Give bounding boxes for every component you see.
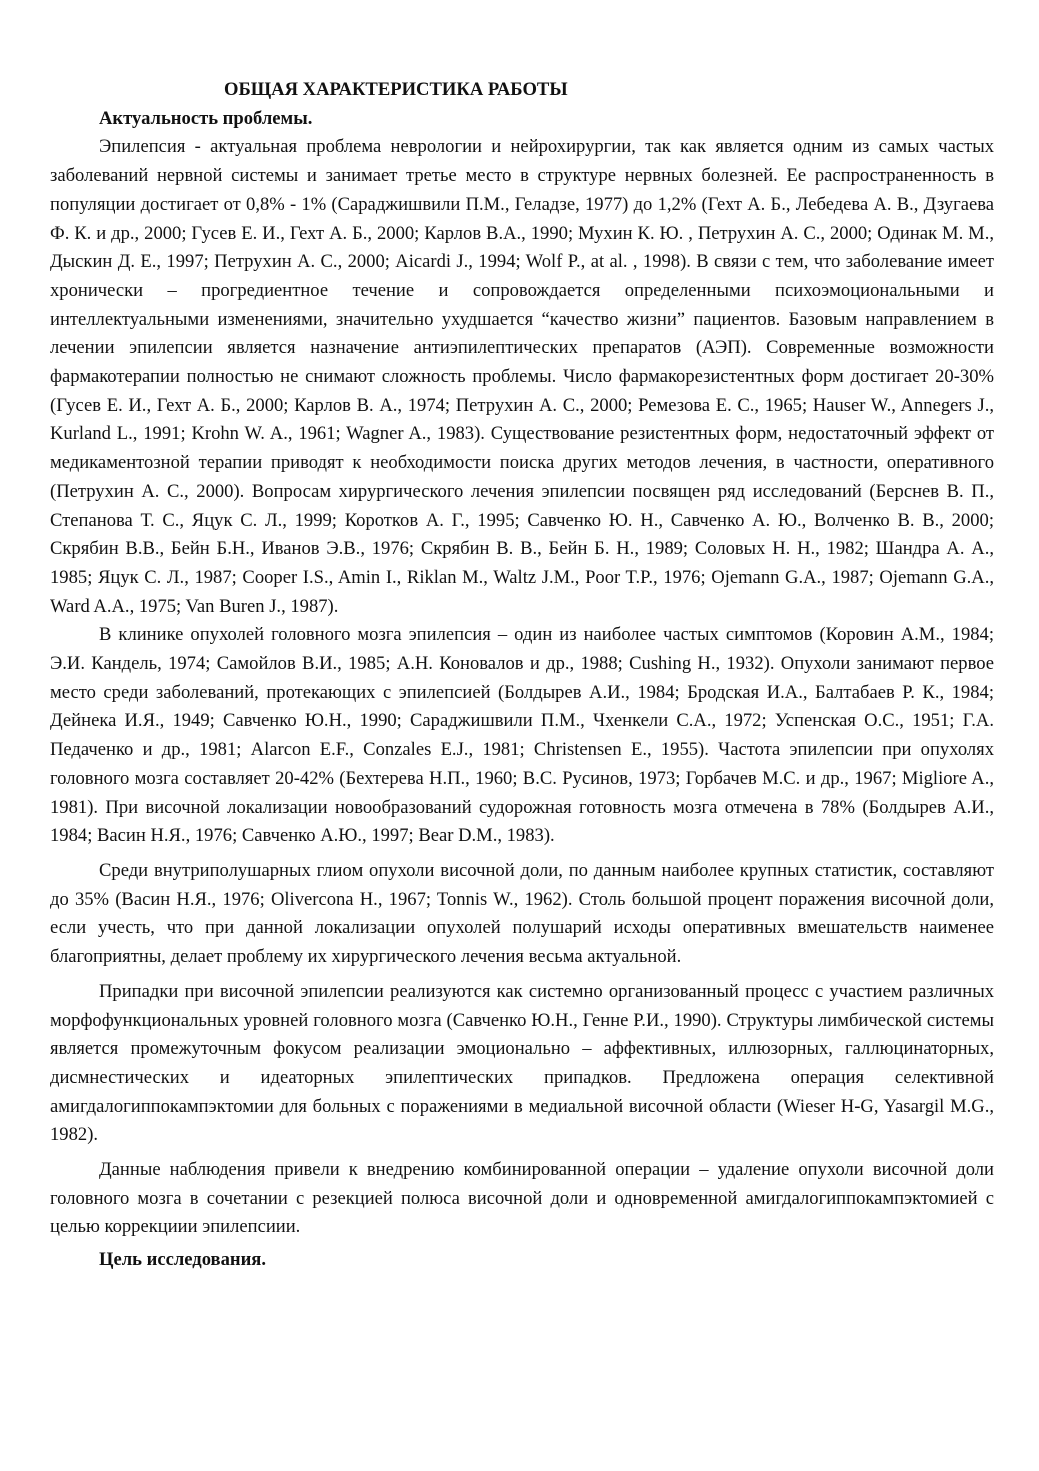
paragraph-temporal-gliomas: Среди внутриполушарных глиом опухоли височной доли, по данным наиболее крупных статистик, составляют до 35% (Васин Н.Я., 1976; Olivercona H., 1967; Tonnis W., 1962). Столь большой процент поражения височной доли, если учесть, что при данной локализации опухолей полушарий исходы оперативных вмешательств наименее благоприятны, делает проблему их хирургического лечения весьма актуальной. (50, 859, 994, 968)
paragraph-epilepsy-overview: Эпилепсия - актуальная проблема неврологии и нейрохирургии, так как является одним из самых частых заболеваний нервной системы и занимает третье место в структуре нервных болезней. Ее распространенность в популяции достигает от 0,8% - 1% (Сараджишвили П.М., Геладзе, 1977) до 1,2% (Гехт А. Б., Лебедева А. В., Дзугаева Ф. К. и др., 2000; Гусев Е. И., Гехт А. Б., 2000; Карлов В.А., 1990; Мухин К. Ю. , Петрухин А. С., 2000; Одинак М. М., Дыскин Д. Е., 1997; Петрухин А. С., 2000; Aicardi J., 1994; Wolf P., at al. , 1998). В связи с тем, что заболевание имеет хронически – прогредиентное течение и сопровождается определенными психоэмоциональными и интеллектуальными изменениями, значительно ухудшается “качество жизни” пациентов. Базовым направлением в лечении эпилепсии является назначение антиэпилептических препаратов (АЭП). Современные возможности фармакотерапии полностью не снимают сложность проблемы. Число фармакорезистентных форм достигает 20-30% (Гусев Е. И., Гехт А. Б., 2000; Карлов В. А., 1974; Петрухин А. С., 2000; Ремезова Е. С., 1965; Hauser W., Annegers J., Kurland L., 1991; Krohn W. A., 1961; Wagner A., 1983). Существование резистентных форм, недостаточный эффект от медикаментозной терапии приводят к необходимости поиска других методов лечения, в частности, оперативного (Петрухин А. С., 2000). Вопросам хирургического лечения эпилепсии посвящен ряд исследований (Берснев В. П., Степанова Т. С., Яцук С. Л., 1999; Коротков А. Г., 1995; Савченко Ю. Н., Савченко А. Ю., Волченко В. В., 2000; Скрябин В.В., Бейн Б.Н., Иванов Э.В., 1976; Скрябин В. В., Бейн Б. Н., 1989; Соловых Н. Н., 1982; Шандра А. А., 1985; Яцук С. Л., 1987; Cooper I.S., Amin I., Riklan M., Waltz J.M., Poor T.P., 1976; Ojemann G.A., 1987; Ojemann G.A., Ward A.A., 1975; Van Buren J., 1987). (50, 136, 994, 617)
section-heading-relevance: Актуальность проблемы. (99, 107, 313, 129)
section-heading-goal: Цель исследования. (99, 1249, 266, 1271)
paragraph-temporal-seizures: Припадки при височной эпилепсии реализуются как системно организованный процесс с участием различных морфофункциональных уровней головного мозга (Савченко Ю.Н., Генне Р.И., 1990). Структуры лимбической системы является промежуточным фокусом реализации эмоционально – аффективных, иллюзорных, галлюцинаторных, дисмнестических и идеаторных эпилептических припадков. Предложена операция селективной амигдалогиппокампэктомии для больных с поражениями в медиальной височной области (Wieser H-G, Yasargil M.G., 1982). (50, 980, 994, 1146)
page-title: ОБЩАЯ ХАРАКТЕРИСТИКА РАБОТЫ (224, 79, 568, 100)
document-page (50, 76, 994, 1275)
paragraph-brain-tumors: В клинике опухолей головного мозга эпилепсия – один из наиболее частых симптомов (Коровин А.М., 1984; Э.И. Кандель, 1974; Самойлов В.И., 1985; А.Н. Коновалов и др., 1988; Cushing H., 1932). Опухоли занимают первое место среди заболеваний, протекающих с эпилепсией (Болдырев А.И., 1984; Бродская И.А., Балтабаев Р. К., 1984; Дейнека И.Я., 1949; Савченко Ю.Н., 1990; Сараджишвили П.М., Чхенкели С.А., 1972; Успенская О.С., 1951; Г.А. Педаченко и др., 1981; Alarcon E.F., Conzales E.J., 1981; Christensen E., 1955). Частота эпилепсии при опухолях головного мозга составляет 20-42% (Бехтерева Н.П., 1960; В.С. Русинов, 1973; Горбачев М.С. и др., 1967; Migliore A., 1981). При височной локализации новообразований судорожная готовность мозга отмечена в 78% (Болдырев А.И., 1984; Васин Н.Я., 1976; Савченко А.Ю., 1997; Bear D.M., 1983). (50, 624, 994, 847)
paragraph-combined-operation: Данные наблюдения привели к внедрению комбинированной операции – удаление опухоли височной доли головного мозга в сочетании с резекцией полюса височной доли и одновременной амигдалогиппокампэктомией с целью коррекциии эпилепсиии. (50, 1159, 994, 1238)
